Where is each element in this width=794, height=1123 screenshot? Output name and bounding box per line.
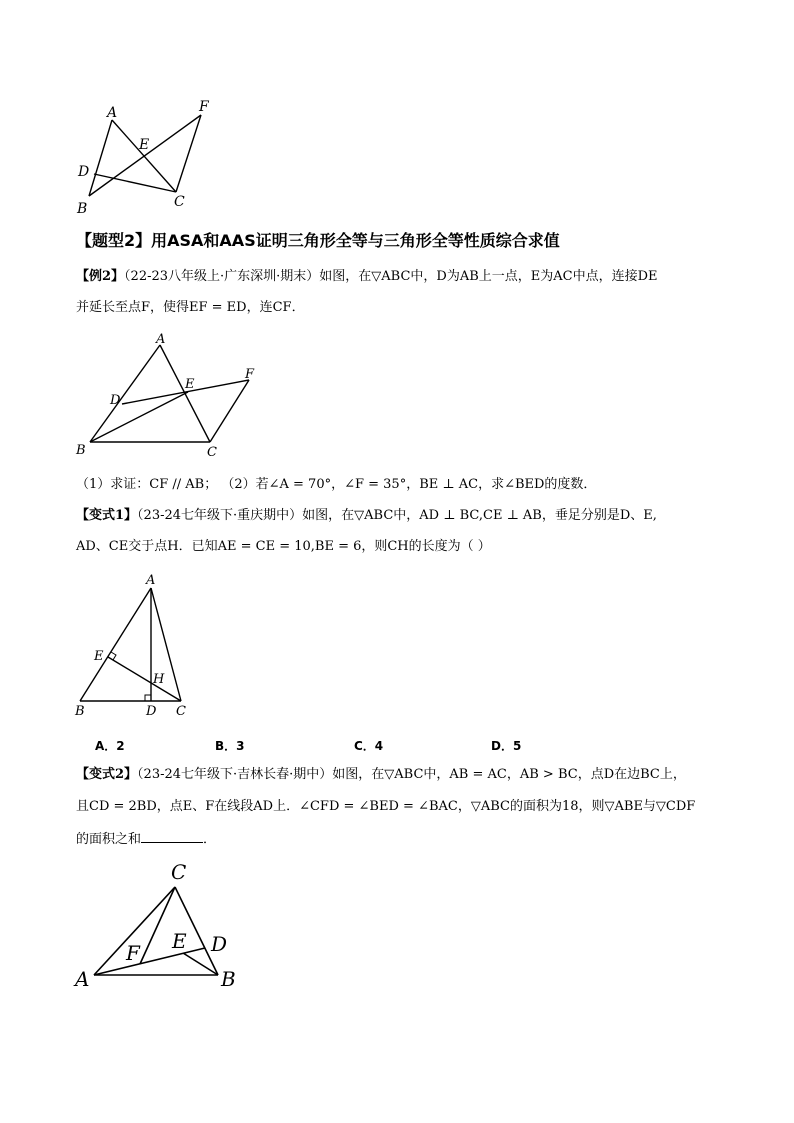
figure-variant1 [72,570,202,720]
variant2-line3 [76,828,216,850]
label-c: C [176,704,186,719]
label-f: F [199,99,209,115]
option-b: B．3 [215,739,245,753]
segment-ad [94,948,205,975]
figure-variant2 [70,855,250,995]
figure-example2 [72,330,262,460]
variant2-text1: （23-24七年级下·吉林长春·期中）如图，在▽ABC中，AB = AC，AB > BC，点D在边BC上， [137,767,686,782]
label-b: B [221,967,236,991]
variant2-text3: 的面积之和 [76,832,142,847]
label-f: F [245,367,255,382]
segment-ab [89,120,112,196]
section-title: 【题型2】用ASA和AAS证明三角形全等与三角形全等性质综合求值 [76,231,560,250]
label-a: A [75,967,90,991]
segment-ab [80,588,151,701]
label-c: C [171,860,187,884]
segment-ce [108,657,181,701]
label-e: E [94,649,104,664]
label-b: B [76,443,86,458]
segment-ab [90,345,160,442]
label-b: B [75,704,85,719]
segment-cf [210,380,249,442]
segment-fb [89,115,201,196]
right-angle-d [145,695,151,701]
label-a: A [107,105,118,121]
example2-tag: 【例2】 [76,269,125,284]
label-d: D [146,704,157,719]
variant2-text3-end: ． [203,832,217,847]
variant1-tag: 【变式1】 [76,508,138,523]
segment-cf [140,887,175,964]
label-f: F [126,941,140,965]
label-c: C [174,194,185,210]
variant2-tag: 【变式2】 [76,767,138,782]
segment-be [90,392,188,442]
label-e: E [185,377,195,392]
option-d: D．5 [491,739,522,753]
label-a: A [156,332,166,347]
label-e: E [172,929,187,953]
variant1-text1: （23-24七年级下·重庆期中）如图，在▽ABC中，AD ⊥ BC,CE ⊥ AB，垂足分别是D、E, [137,508,657,523]
option-a: A．2 [95,739,125,753]
variant1-line2: AD、CE交于点H．已知AE = CE = 10,BE = 6，则CH的长度为（ ） [76,539,491,554]
example2-text1: （22-23八年级上·广东深圳·期末）如图，在▽ABC中，D为AB上一点，E为AC中点，连接DE [124,269,658,284]
variant2-line2: 且CD = 2BD，点E、F在线段AD上．∠CFD = ∠BED = ∠BAC，▽ABC的面积为18，则▽ABE与▽CDF [76,799,696,814]
option-c: C．4 [354,739,384,753]
example2-question: （1）求证：CF // AB； （2）若∠A = 70°，∠F = 35°，BE ⊥ AC，求∠BED的度数． [76,477,597,492]
label-h: H [153,672,165,687]
segment-fc [176,115,201,192]
variant1-line1 [76,506,657,526]
figure-1 [70,95,220,220]
label-c: C [207,445,217,460]
example2-line1 [76,267,658,287]
answer-blank [141,828,203,843]
label-e: E [139,137,150,153]
label-a: A [146,573,156,588]
label-d: D [110,393,121,408]
example2-line2: 并延长至点F，使得EF = ED，连CF． [76,300,305,315]
variant2-line1 [76,765,686,785]
label-b: B [77,201,88,217]
label-d: D [211,932,228,956]
label-d: D [78,164,90,180]
